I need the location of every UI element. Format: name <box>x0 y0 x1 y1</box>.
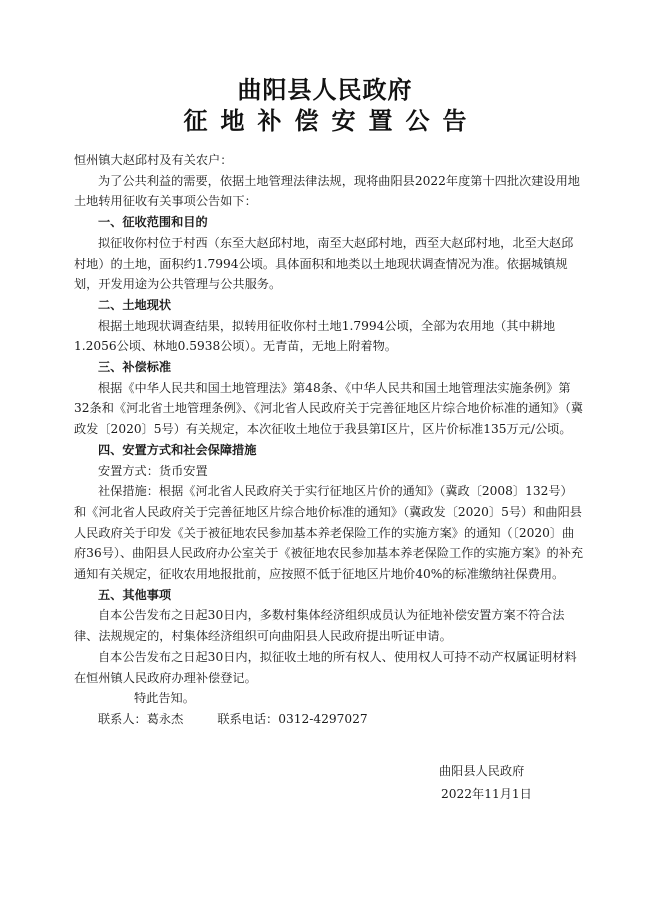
section-paragraph-scope: 拟征收你村位于村西（东至大赵邱村地，南至大赵邱村地，西至大赵邱村地，北至大赵邱村地）的土地，面积约1.7994公顷。具体面积和地类以土地现状调查情况为准。依据城镇规划，开发用途为公共管理与公共服务。 <box>74 235 574 292</box>
signature-date: 2022年11月1日 <box>441 787 532 801</box>
signature-issuer: 曲阳县人民政府 <box>439 764 525 778</box>
section-paragraph-resettlement-method: 安置方式：货币安置 <box>98 463 208 478</box>
section-paragraph-hearing: 自本公告发布之日起30日内，多数村集体经济组织成员认为征地补偿安置方案不符合法律、法规规定的，村集体经济组织可向曲阳县人民政府提出听证申请。 <box>74 608 565 644</box>
contact-line <box>74 709 584 730</box>
section-heading-land-status: 二、土地现状 <box>98 297 172 312</box>
section-paragraph-social-security: 社保措施：根据《河北省人民政府关于实行征地区片价的通知》（冀政〔2008〕132号）和《河北省人民政府关于完善征地区片综合地价标准的通知》（冀政发〔2020〕5号）和曲阳县人民政府关于印发《关于被征地农民参加基本养老保险工作的实施方案》的通知（〔2020〕曲府36号）、曲阳县人民政府办公室关于《被征地农民参加基本养老保险工作的实施方案》的补充通知有关规定，征收农用地报批前，应按照不低于征地区片地价40%的标准缴纳社保费用。 <box>74 484 584 582</box>
section-paragraph-land-status: 根据土地现状调查结果，拟转用征收你村土地1.7994公顷，全部为农用地（其中耕地1.2056公顷、林地0.5938公顷）。无青苗，无地上附着物。 <box>74 318 556 354</box>
section-heading-compensation: 三、补偿标准 <box>98 360 172 375</box>
notice-title: 征地补偿安置公告 <box>183 107 480 135</box>
contact-person: 联系人：葛永杰 <box>98 711 184 726</box>
issuer-title: 曲阳县人民政府 <box>237 76 413 104</box>
section-heading-other: 五、其他事项 <box>98 587 172 602</box>
section-paragraph-compensation: 根据《中华人民共和国土地管理法》第48条、《中华人民共和国土地管理法实施条例》第32条和《河北省土地管理条例》、《河北省人民政府关于完善征地区片综合地价标准的通知》（冀政发〔2020〕5号）有关规定，本次征收土地位于我县第Ⅰ区片，区片价标准135万元/公顷。 <box>74 380 584 437</box>
section-heading-scope: 一、征收范围和目的 <box>98 215 208 230</box>
closing-line: 特此告知。 <box>134 691 195 706</box>
signature-block <box>439 760 532 806</box>
notice-body <box>74 150 584 730</box>
section-paragraph-registration: 自本公告发布之日起30日内，拟征收土地的所有权人、使用权人可持不动产权属证明材料在恒州镇人民政府办理补偿登记。 <box>74 649 577 685</box>
section-heading-resettlement: 四、安置方式和社会保障措施 <box>98 442 257 457</box>
contact-phone: 联系电话：0312-4297027 <box>217 711 368 726</box>
salutation: 恒州镇大赵邱村及有关农户： <box>74 153 233 167</box>
intro-paragraph: 为了公共利益的需要，依据土地管理法律法规，现将曲阳县2022年度第十四批次建设用地土地转用征收有关事项公告如下： <box>74 173 580 209</box>
